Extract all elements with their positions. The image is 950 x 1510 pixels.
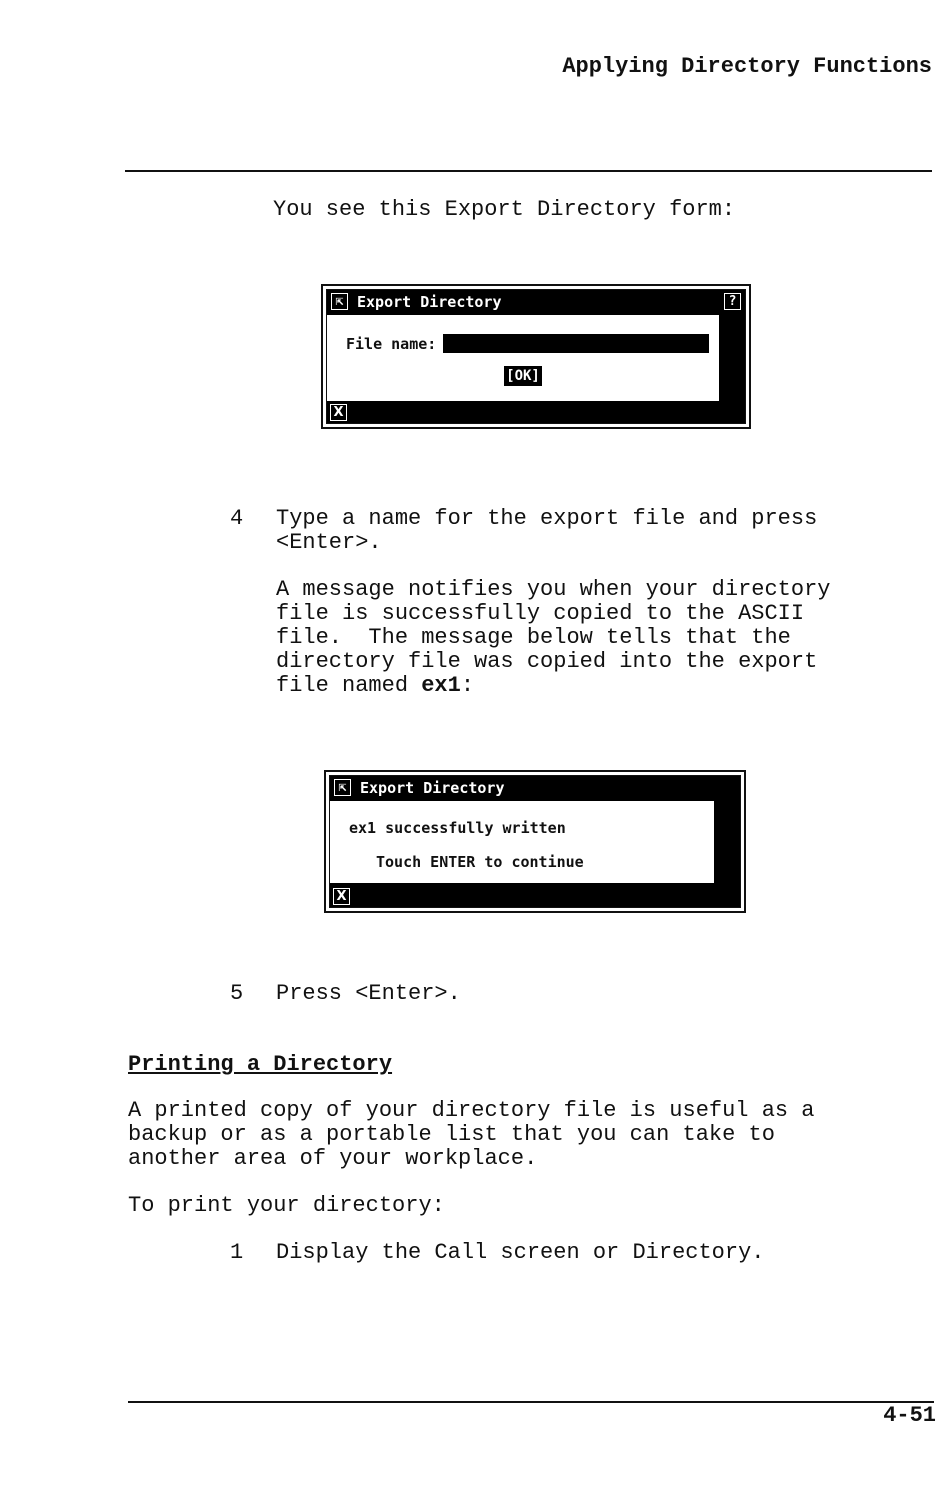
section-line-1: A printed copy of your directory file is useful as a — [128, 1098, 815, 1123]
page-number: 4-51 — [883, 1403, 936, 1428]
message-titlebar — [330, 776, 740, 801]
para-line-1: A message notifies you when your directory — [276, 577, 831, 602]
para-line-2: file is successfully copied to the ASCII — [276, 601, 805, 626]
step-5-number: 5 — [230, 981, 244, 1006]
form-title: Export Directory — [357, 293, 502, 311]
section-line-3: another area of your workplace. — [128, 1146, 538, 1171]
step-4-line-2: <Enter>. — [276, 530, 382, 555]
message-frame — [329, 775, 741, 908]
intro-text: You see this Export Directory form: — [273, 197, 736, 222]
message-title: Export Directory — [360, 779, 505, 797]
step-4-line-1: Type a name for the export file and press — [276, 506, 818, 531]
running-header: Applying Directory Functions — [562, 54, 932, 79]
form-titlebar — [327, 290, 745, 315]
window-menu-icon[interactable]: ⇱ — [331, 293, 348, 310]
section-instruction: To print your directory: — [128, 1193, 445, 1218]
continue-prompt: Touch ENTER to continue — [376, 853, 584, 871]
para-last-suffix: : — [460, 673, 475, 698]
step-1-number: 1 — [230, 1240, 244, 1265]
form-bottom-bar — [327, 401, 745, 423]
step-5-text: Press <Enter>. — [276, 981, 461, 1006]
para-line-3: file. The message below tells that the — [276, 625, 791, 650]
para-last-prefix: file named — [276, 673, 422, 698]
file-name-input[interactable] — [443, 334, 709, 353]
export-file-name: ex1 — [421, 673, 461, 698]
step-4-number: 4 — [230, 506, 244, 531]
success-message: ex1 successfully written — [349, 819, 566, 837]
help-icon[interactable]: ? — [724, 293, 741, 310]
section-heading: Printing a Directory — [128, 1052, 393, 1077]
message-bottom-bar — [330, 883, 740, 907]
ok-button[interactable]: [OK] — [504, 366, 542, 386]
close-icon[interactable]: X — [333, 888, 350, 905]
export-directory-message — [324, 770, 746, 913]
step-1-text: Display the Call screen or Directory. — [276, 1240, 765, 1265]
section-line-2: backup or as a portable list that you can take to — [128, 1122, 775, 1147]
window-menu-icon[interactable]: ⇱ — [334, 779, 351, 796]
footer-rule — [128, 1401, 934, 1403]
para-line-4: directory file was copied into the export — [276, 649, 818, 674]
header-rule — [125, 170, 932, 172]
close-icon[interactable]: X — [330, 404, 347, 421]
form-frame — [326, 289, 746, 424]
file-name-label: File name: — [346, 335, 437, 353]
para-line-5 — [276, 674, 474, 698]
export-directory-form — [321, 284, 751, 429]
